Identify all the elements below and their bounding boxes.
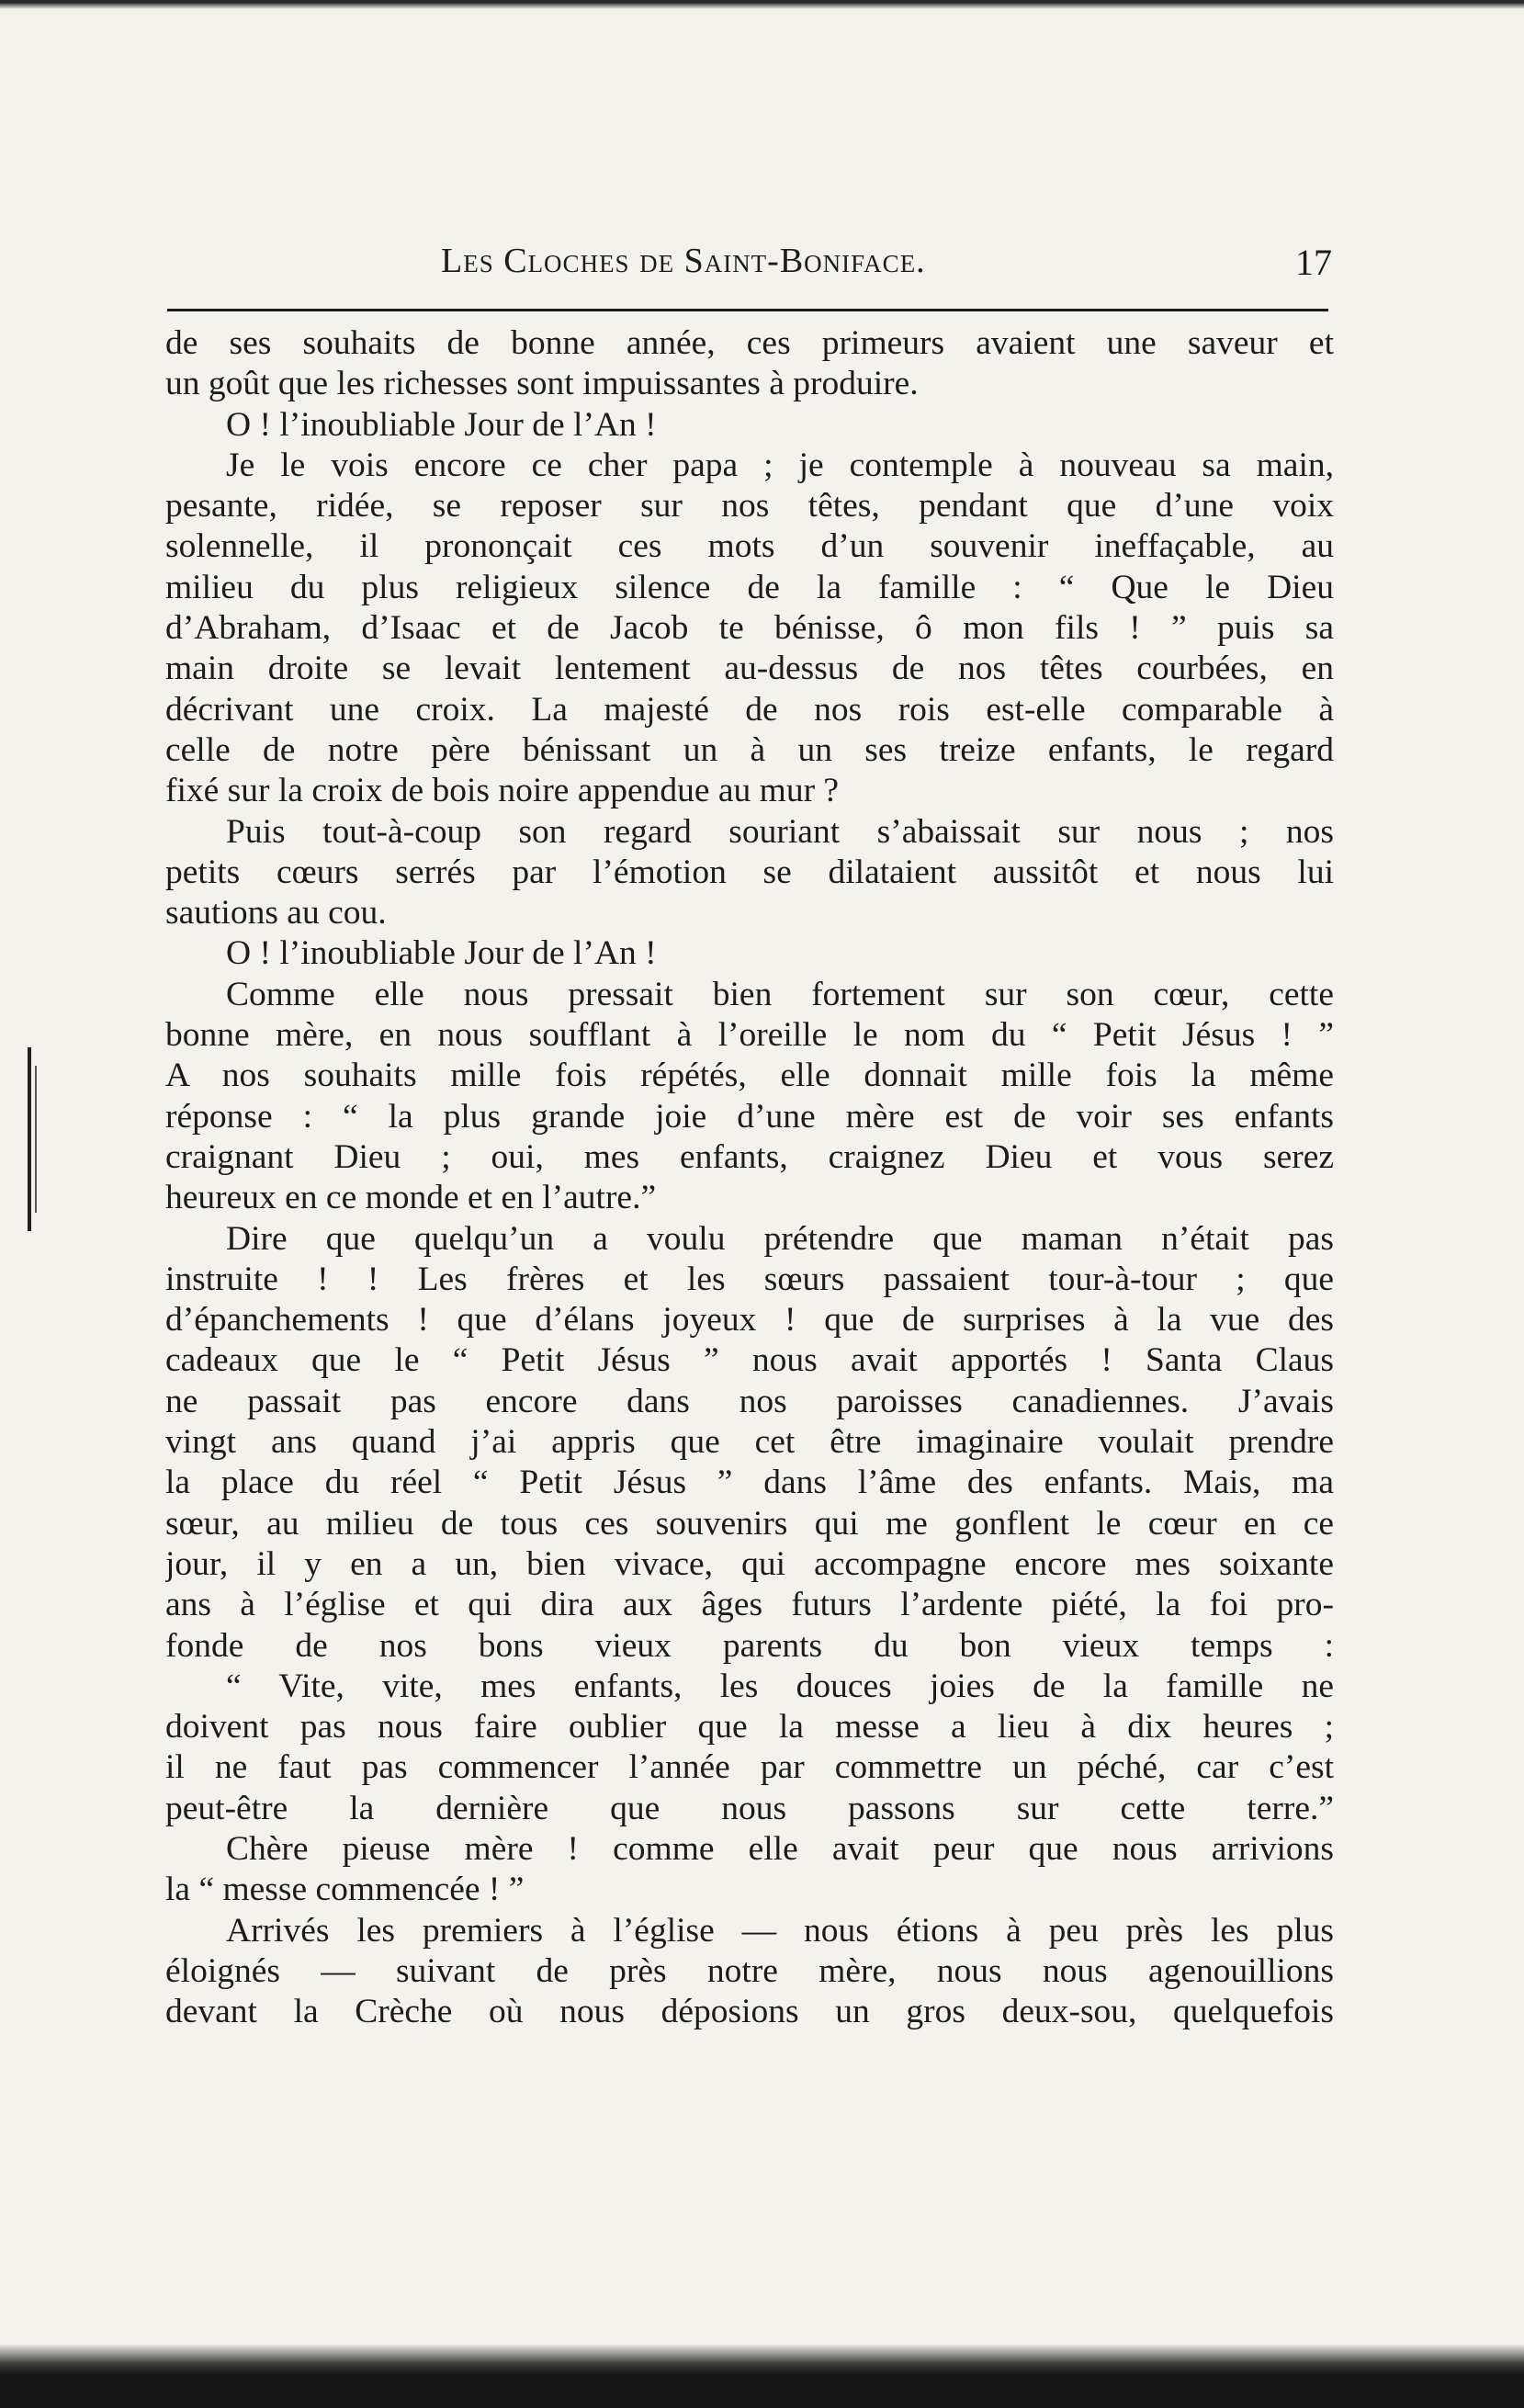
page-number: 17 [1295, 242, 1332, 283]
text-line: main droite se levait lentement au-dessus de nos têtes courbées, en [165, 650, 1334, 688]
scan-top-edge [0, 0, 1524, 9]
text-line: ne passait pas encore dans nos paroisses canadiennes. J’avais [165, 1382, 1334, 1420]
text-line: ans à l’église et qui dira aux âges futurs l’ardente piété, la foi pro- [165, 1586, 1334, 1624]
text-line: Dire que quelqu’un a voulu prétendre que maman n’était pas [226, 1219, 1334, 1258]
text-line: O ! l’inoubliable Jour de l’An ! [226, 934, 657, 973]
text-line: sautions au cou. [165, 894, 387, 933]
text-line: bonne mère, en nous soufflant à l’oreille le nom du “ Petit Jésus ! ” [165, 1016, 1334, 1055]
text-line: il ne faut pas commencer l’année par commettre un péché, car c’est [165, 1748, 1334, 1787]
text-line: A nos souhaits mille fois répétés, elle donnait mille fois la même [165, 1057, 1334, 1095]
text-line: sœur, au milieu de tous ces souvenirs qui me gonflent le cœur en ce [165, 1504, 1334, 1543]
text-line: solennelle, il prononçait ces mots d’un souvenir ineffaçable, au [165, 527, 1334, 566]
text-line: fixé sur la croix de bois noire appendue au mur ? [165, 772, 840, 810]
text-line: de ses souhaits de bonne année, ces primeurs avaient une saveur et [165, 324, 1334, 362]
text-line: “ Vite, vite, mes enfants, les douces joies de la famille ne [226, 1667, 1334, 1705]
text-line: petits cœurs serrés par l’émotion se dilataient aussitôt et nous lui [165, 853, 1334, 891]
text-line: milieu du plus religieux silence de la famille : “ Que le Dieu [165, 568, 1334, 606]
running-title: Les Cloches de Saint-Boniface. [441, 242, 926, 280]
text-line: d’épanchements ! que d’élans joyeux ! que de surprises à la vue des [165, 1301, 1334, 1340]
text-line: celle de notre père bénissant un à un ses treize enfants, le regard [165, 730, 1334, 769]
text-line: décrivant une croix. La majesté de nos rois est-elle comparable à [165, 690, 1334, 729]
text-line: Chère pieuse mère ! comme elle avait peur que nous arrivions [226, 1829, 1334, 1868]
text-line: Puis tout-à-coup son regard souriant s’abaissait sur nous ; nos [226, 812, 1334, 851]
text-line: O ! l’inoubliable Jour de l’An ! [226, 405, 657, 444]
text-line: la “ messe commencée ! ” [165, 1871, 525, 1909]
text-line: peut-être la dernière que nous passons sur cette terre.” [165, 1789, 1334, 1827]
text-line: Comme elle nous pressait bien fortement sur son cœur, cette [226, 975, 1334, 1013]
text-line: éloignés — suivant de près notre mère, nous nous agenouillions [165, 1951, 1334, 1990]
text-line: pesante, ridée, se reposer sur nos têtes, pendant que d’une voix [165, 487, 1334, 526]
scan-margin-mark-secondary [35, 1066, 37, 1213]
text-line: Je le vois encore ce cher papa ; je contemple à nouveau sa main, [226, 446, 1334, 484]
text-line: instruite ! ! Les frères et les sœurs passaient tour-à-tour ; que [165, 1260, 1334, 1298]
body-text [165, 323, 1334, 2032]
text-line: Arrivés les premiers à l’église — nous étions à peu près les plus [226, 1911, 1334, 1950]
text-line: doivent pas nous faire oublier que la messe a lieu à dix heures ; [165, 1708, 1334, 1747]
text-line: un goût que les richesses sont impuissantes à produire. [165, 365, 919, 403]
text-line: d’Abraham, d’Isaac et de Jacob te bénisse, ô mon fils ! ” puis sa [165, 609, 1334, 648]
text-line: craignant Dieu ; oui, mes enfants, craignez Dieu et vous serez [165, 1137, 1334, 1176]
text-line: heureux en ce monde et en l’autre.” [165, 1179, 657, 1217]
scan-margin-mark [28, 1047, 31, 1231]
text-line: fonde de nos bons vieux parents du bon vieux temps : [165, 1626, 1334, 1665]
text-line: vingt ans quand j’ai appris que cet être imaginaire voulait prendre [165, 1423, 1334, 1462]
scan-bottom-edge [0, 2344, 1524, 2408]
text-line: réponse : “ la plus grande joie d’une mère est de voir ses enfants [165, 1097, 1334, 1136]
text-line: devant la Crèche où nous déposions un gros deux-sou, quelquefois [165, 1993, 1334, 2031]
text-line: la place du réel “ Petit Jésus ” dans l’âme des enfants. Mais, ma [165, 1464, 1334, 1502]
text-line: cadeaux que le “ Petit Jésus ” nous avait apportés ! Santa Claus [165, 1341, 1334, 1380]
header-rule [167, 309, 1328, 311]
text-line: jour, il y en a un, bien vivace, qui accompagne encore mes soixante [165, 1544, 1334, 1583]
page-header [165, 241, 1332, 287]
